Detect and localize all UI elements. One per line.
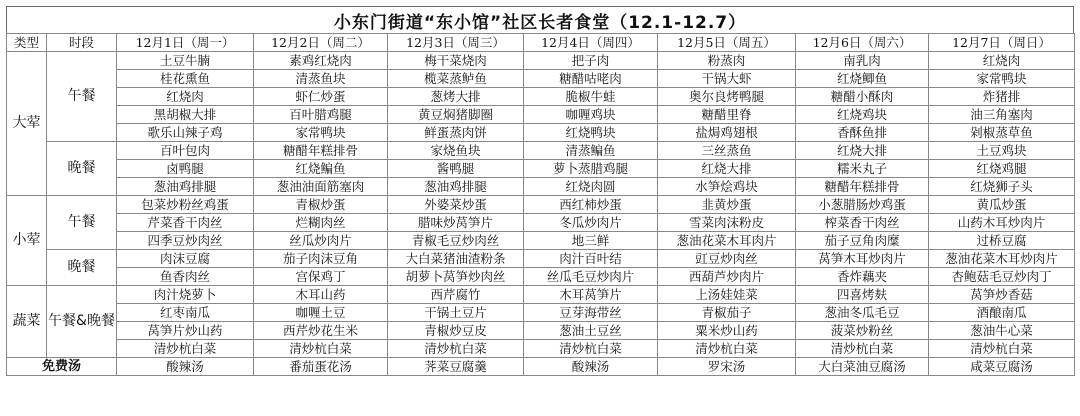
menu-cell: 酸辣汤: [117, 358, 254, 376]
menu-cell: 咸菜豆腐汤: [929, 358, 1075, 376]
menu-cell: 盐焗鸡翅根: [658, 124, 796, 142]
menu-cell: 酱鸭腿: [388, 160, 524, 178]
menu-cell: 红烧鸭块: [524, 124, 658, 142]
menu-cell: 梅干菜烧肉: [388, 52, 524, 70]
header-day: 12月1日（周一）: [117, 34, 254, 52]
menu-cell: 小葱腊肠炒鸡蛋: [796, 196, 929, 214]
menu-cell: 油三角塞肉: [929, 106, 1075, 124]
table-row: [7, 268, 1075, 286]
menu-cell: 萝卜蒸腊鸡腿: [524, 160, 658, 178]
menu-cell: 西芹炒花生米: [254, 322, 388, 340]
header-type: 类型: [7, 34, 47, 52]
header-day: 12月6日（周六）: [796, 34, 929, 52]
header-row: [7, 34, 1075, 52]
menu-cell: 酒酿南瓜: [929, 304, 1075, 322]
menu-cell: 干锅大虾: [658, 70, 796, 88]
menu-cell: 葱油土豆丝: [524, 322, 658, 340]
menu-cell: 烂糊肉丝: [254, 214, 388, 232]
menu-cell: 糖醋里脊: [658, 106, 796, 124]
period-label: 午餐: [47, 52, 117, 142]
menu-cell: 红烧鸡腿: [929, 160, 1075, 178]
menu-cell: 青椒炒蛋: [254, 196, 388, 214]
menu-cell: 肉沫豆腐: [117, 250, 254, 268]
menu-cell: 歌乐山辣子鸡: [117, 124, 254, 142]
menu-cell: 莴笋片炒山药: [117, 322, 254, 340]
menu-cell: 黑胡椒大排: [117, 106, 254, 124]
menu-cell: 青椒茄子: [658, 304, 796, 322]
menu-cell: 百叶腊鸡腿: [254, 106, 388, 124]
menu-cell: 家常鸭块: [929, 70, 1075, 88]
table-row: [7, 106, 1075, 124]
menu-cell: 家烧鱼块: [388, 142, 524, 160]
menu-cell: 葱油花菜木耳肉片: [658, 232, 796, 250]
menu-cell: 韭黄炒蛋: [658, 196, 796, 214]
menu-cell: 葱油鸡排腿: [117, 178, 254, 196]
menu-cell: 清蒸鱼块: [254, 70, 388, 88]
menu-cell: 冬瓜炒肉片: [524, 214, 658, 232]
menu-cell: 茄子豆角肉糜: [796, 232, 929, 250]
menu-cell: 青椒毛豆炒肉丝: [388, 232, 524, 250]
table-row: [7, 214, 1075, 232]
menu-cell: 山药木耳炒肉片: [929, 214, 1075, 232]
menu-cell: 糖醋小酥肉: [796, 88, 929, 106]
menu-cell: 葱油冬瓜毛豆: [796, 304, 929, 322]
menu-cell: 肉汁烧萝卜: [117, 286, 254, 304]
menu-cell: 红枣南瓜: [117, 304, 254, 322]
menu-cell: 水笋烩鸡块: [658, 178, 796, 196]
menu-sheet: [6, 6, 1074, 376]
menu-cell: 咖喱鸡块: [524, 106, 658, 124]
menu-cell: 莴笋木耳炒肉片: [796, 250, 929, 268]
menu-cell: 豇豆炒肉丝: [658, 250, 796, 268]
menu-cell: 百叶包肉: [117, 142, 254, 160]
free-soup-row: [7, 358, 1075, 376]
menu-cell: 虾仁炒蛋: [254, 88, 388, 106]
menu-cell: 外婆菜炒蛋: [388, 196, 524, 214]
table-row: [7, 250, 1075, 268]
menu-cell: 腊味炒莴笋片: [388, 214, 524, 232]
menu-cell: 包菜炒粉丝鸡蛋: [117, 196, 254, 214]
table-row: [7, 160, 1075, 178]
menu-table: [6, 33, 1075, 376]
menu-cell: 黄豆焖猪脚圈: [388, 106, 524, 124]
menu-cell: 南乳肉: [796, 52, 929, 70]
category-label: 小荤: [7, 196, 47, 286]
menu-cell: 荠菜豆腐羹: [388, 358, 524, 376]
menu-cell: 莴笋炒香菇: [929, 286, 1075, 304]
menu-cell: 糖醋咕咾肉: [524, 70, 658, 88]
menu-cell: 葱油花菜木耳炒肉片: [929, 250, 1075, 268]
menu-cell: 咖喱土豆: [254, 304, 388, 322]
header-day: 12月2日（周二）: [254, 34, 388, 52]
table-row: [7, 196, 1075, 214]
menu-cell: 三丝蒸鱼: [658, 142, 796, 160]
menu-cell: 素鸡红烧肉: [254, 52, 388, 70]
header-day: 12月7日（周日）: [929, 34, 1075, 52]
menu-cell: 香炸藕夹: [796, 268, 929, 286]
menu-cell: 葱油油面筋塞肉: [254, 178, 388, 196]
menu-cell: 木耳山药: [254, 286, 388, 304]
menu-cell: 葱油鸡排腿: [388, 178, 524, 196]
menu-cell: 茄子肉沫豆角: [254, 250, 388, 268]
menu-cell: 胡萝卜莴笋炒肉丝: [388, 268, 524, 286]
menu-cell: 清炒杭白菜: [388, 340, 524, 358]
menu-cell: 清炒杭白菜: [796, 340, 929, 358]
menu-cell: 红烧鸡块: [796, 106, 929, 124]
menu-cell: 土豆牛腩: [117, 52, 254, 70]
period-label: 晚餐: [47, 250, 117, 286]
menu-cell: 粟米炒山药: [658, 322, 796, 340]
table-row: [7, 142, 1075, 160]
header-day: 12月3日（周三）: [388, 34, 524, 52]
header-day: 12月5日（周五）: [658, 34, 796, 52]
menu-cell: 雪菜肉沫粉皮: [658, 214, 796, 232]
header-period: 时段: [47, 34, 117, 52]
period-label: 午餐&晚餐: [47, 286, 117, 358]
menu-cell: 清炒杭白菜: [254, 340, 388, 358]
menu-cell: 卤鸭腿: [117, 160, 254, 178]
menu-cell: 四季豆炒肉丝: [117, 232, 254, 250]
menu-cell: 红烧肉圆: [524, 178, 658, 196]
menu-cell: 奥尔良烤鸭腿: [658, 88, 796, 106]
table-row: [7, 52, 1075, 70]
menu-cell: 糖醋年糕排骨: [254, 142, 388, 160]
menu-cell: 罗宋汤: [658, 358, 796, 376]
header-day: 12月4日（周四）: [524, 34, 658, 52]
menu-cell: 粉蒸肉: [658, 52, 796, 70]
menu-cell: 糖醋年糕排骨: [796, 178, 929, 196]
menu-cell: 过桥豆腐: [929, 232, 1075, 250]
table-row: [7, 304, 1075, 322]
menu-cell: 宫保鸡丁: [254, 268, 388, 286]
menu-cell: 红烧肉: [929, 52, 1075, 70]
menu-cell: 四喜烤麸: [796, 286, 929, 304]
menu-cell: 清炒杭白菜: [117, 340, 254, 358]
category-label: 大荤: [7, 52, 47, 196]
menu-cell: 地三鲜: [524, 232, 658, 250]
menu-cell: 杏鲍菇毛豆炒肉丁: [929, 268, 1075, 286]
menu-cell: 西葫芦炒肉片: [658, 268, 796, 286]
menu-cell: 鲜蛋蒸肉饼: [388, 124, 524, 142]
menu-cell: 丝瓜炒肉片: [254, 232, 388, 250]
menu-cell: 大白菜油豆腐汤: [796, 358, 929, 376]
menu-cell: 芹菜香干肉丝: [117, 214, 254, 232]
menu-cell: 大白菜猪油渣粉条: [388, 250, 524, 268]
menu-cell: 鱼香肉丝: [117, 268, 254, 286]
table-row: [7, 124, 1075, 142]
menu-cell: 剁椒蒸草鱼: [929, 124, 1075, 142]
menu-cell: 土豆鸡块: [929, 142, 1075, 160]
menu-cell: 清炒杭白菜: [658, 340, 796, 358]
table-row: [7, 178, 1075, 196]
menu-cell: 番茄蛋花汤: [254, 358, 388, 376]
free-soup-label: 免费汤: [7, 358, 117, 376]
menu-cell: 清蒸鳊鱼: [524, 142, 658, 160]
menu-body: [7, 52, 1075, 358]
menu-cell: 红烧狮子头: [929, 178, 1075, 196]
menu-cell: 上汤娃娃菜: [658, 286, 796, 304]
menu-cell: 肉汁百叶结: [524, 250, 658, 268]
menu-cell: 干锅土豆片: [388, 304, 524, 322]
menu-cell: 黄瓜炒蛋: [929, 196, 1075, 214]
menu-cell: 西红柿炒蛋: [524, 196, 658, 214]
menu-cell: 菠菜炒粉丝: [796, 322, 929, 340]
period-label: 午餐: [47, 196, 117, 250]
menu-cell: 把子肉: [524, 52, 658, 70]
table-row: [7, 232, 1075, 250]
table-row: [7, 286, 1075, 304]
menu-cell: 红烧鳊鱼: [254, 160, 388, 178]
menu-cell: 西芹腐竹: [388, 286, 524, 304]
table-row: [7, 88, 1075, 106]
menu-cell: 桂花熏鱼: [117, 70, 254, 88]
menu-cell: 榨菜香干肉丝: [796, 214, 929, 232]
menu-cell: 清炒杭白菜: [524, 340, 658, 358]
menu-cell: 糯米丸子: [796, 160, 929, 178]
period-label: 晚餐: [47, 142, 117, 196]
menu-cell: 木耳莴笋片: [524, 286, 658, 304]
menu-cell: 葱油牛心菜: [929, 322, 1075, 340]
table-row: [7, 70, 1075, 88]
menu-cell: 丝瓜毛豆炒肉片: [524, 268, 658, 286]
page-title: 小东门街道“东小馆”社区长者食堂（12.1-12.7）: [6, 6, 1074, 33]
menu-cell: 香酥鱼排: [796, 124, 929, 142]
menu-cell: 红烧大排: [658, 160, 796, 178]
menu-cell: 家常鸭块: [254, 124, 388, 142]
menu-cell: 炸猪排: [929, 88, 1075, 106]
table-row: [7, 340, 1075, 358]
table-row: [7, 322, 1075, 340]
menu-cell: 酸辣汤: [524, 358, 658, 376]
menu-cell: 葱烤大排: [388, 88, 524, 106]
menu-cell: 脆椒牛蛙: [524, 88, 658, 106]
menu-cell: 青椒炒豆皮: [388, 322, 524, 340]
menu-cell: 榄菜蒸鲈鱼: [388, 70, 524, 88]
menu-cell: 红烧鲫鱼: [796, 70, 929, 88]
menu-cell: 清炒杭白菜: [929, 340, 1075, 358]
menu-cell: 豆芽海带丝: [524, 304, 658, 322]
menu-cell: 红烧大排: [796, 142, 929, 160]
menu-cell: 红烧肉: [117, 88, 254, 106]
category-label: 蔬菜: [7, 286, 47, 358]
